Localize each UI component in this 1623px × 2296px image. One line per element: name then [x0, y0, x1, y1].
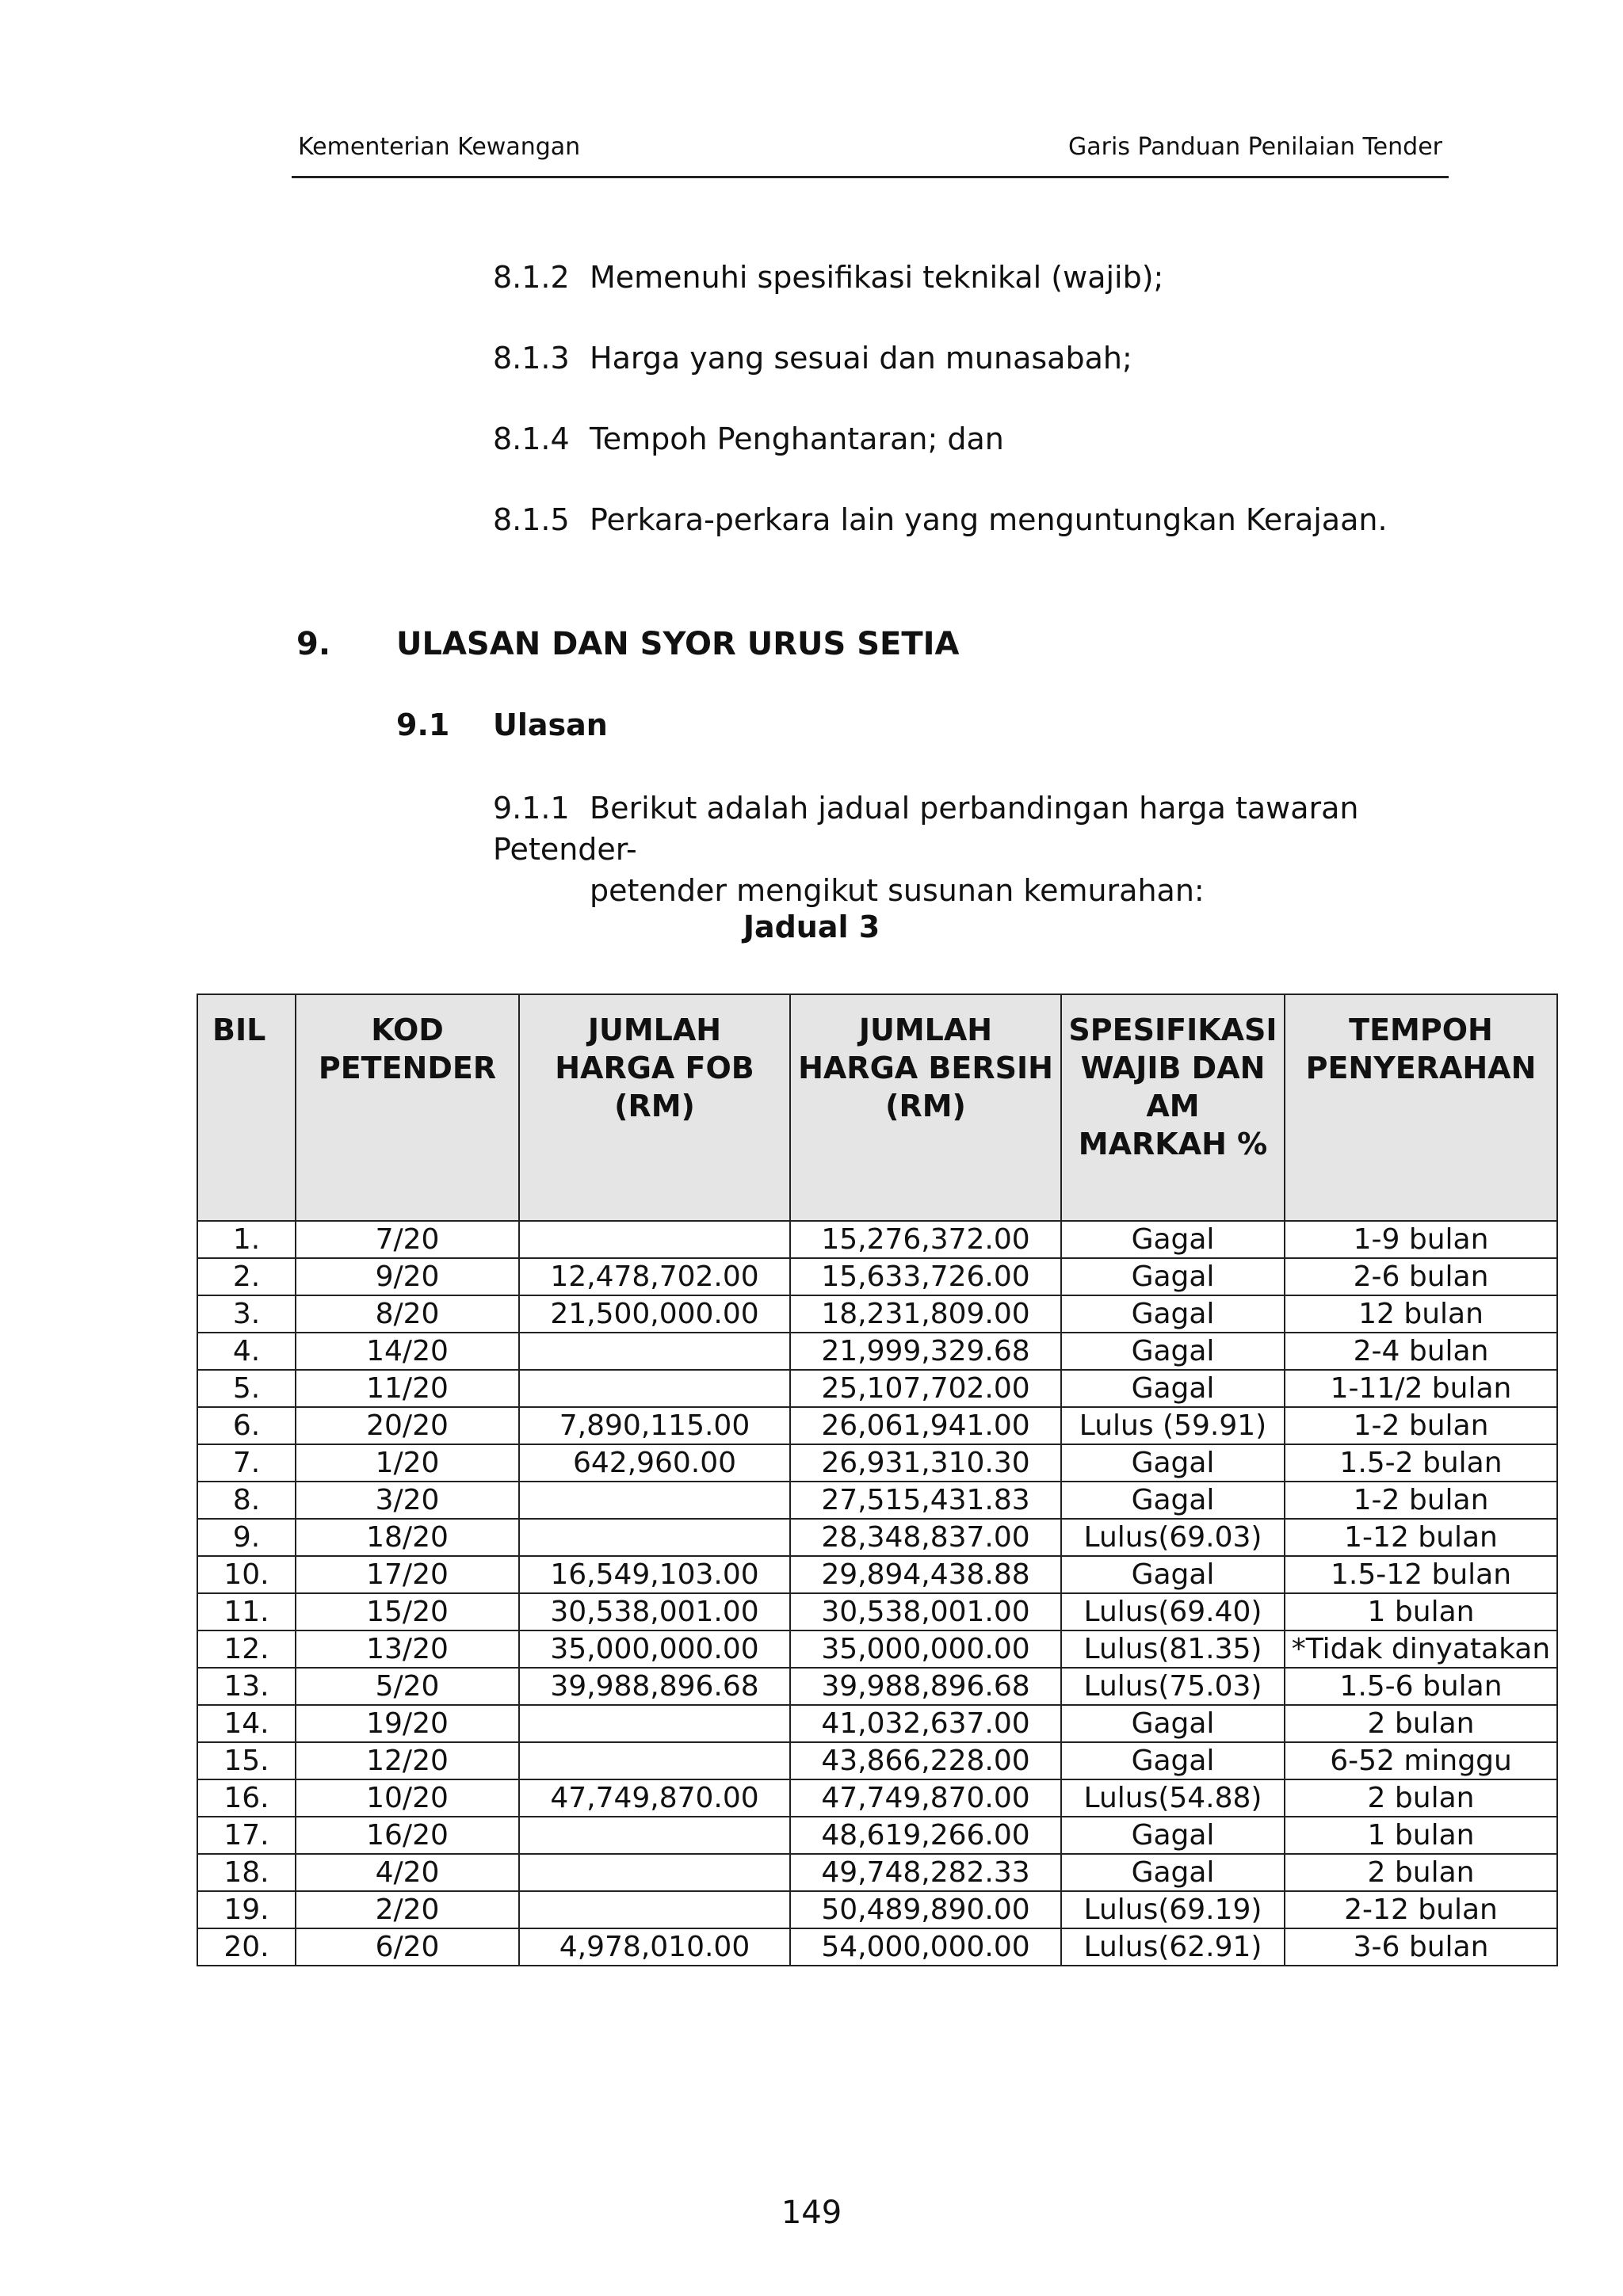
cell-tempoh: 2-4 bulan	[1285, 1333, 1557, 1370]
header-line: TEMPOH	[1349, 1013, 1493, 1047]
cell-kod-petender: 7/20	[296, 1221, 519, 1258]
cell-harga-fob: 12,478,702.00	[519, 1258, 790, 1295]
cell-kod-petender: 4/20	[296, 1854, 519, 1891]
table-row	[197, 1705, 1557, 1742]
cell-harga-bersih: 39,988,896.68	[790, 1668, 1061, 1705]
cell-tempoh: 2-12 bulan	[1285, 1891, 1557, 1928]
cell-harga-fob	[519, 1742, 790, 1779]
header-line: JUMLAH	[858, 1013, 993, 1047]
cell-spesifikasi: Lulus(54.88)	[1061, 1779, 1285, 1817]
cell-tempoh: 1-9 bulan	[1285, 1221, 1557, 1258]
cell-tempoh: 2 bulan	[1285, 1705, 1557, 1742]
cell-harga-fob: 30,538,001.00	[519, 1593, 790, 1630]
cell-harga-bersih: 28,348,837.00	[790, 1519, 1061, 1556]
cell-kod-petender: 16/20	[296, 1817, 519, 1854]
cell-spesifikasi: Gagal	[1061, 1370, 1285, 1407]
header-jumlah-harga-bersih	[790, 994, 1061, 1221]
cell-harga-bersih: 54,000,000.00	[790, 1928, 1061, 1966]
cell-tempoh: 12 bulan	[1285, 1295, 1557, 1333]
cell-harga-bersih: 27,515,431.83	[790, 1482, 1061, 1519]
cell-tempoh: 2 bulan	[1285, 1854, 1557, 1891]
item-number: 8.1.5	[493, 502, 570, 537]
cell-spesifikasi: Gagal	[1061, 1705, 1285, 1742]
cell-tempoh: 3-6 bulan	[1285, 1928, 1557, 1966]
price-comparison-table	[197, 994, 1558, 1966]
cell-harga-bersih: 15,276,372.00	[790, 1221, 1061, 1258]
cell-spesifikasi: Lulus(69.40)	[1061, 1593, 1285, 1630]
header-line: SPESIFIKASI	[1068, 1013, 1277, 1047]
cell-harga-bersih: 18,231,809.00	[790, 1295, 1061, 1333]
cell-harga-bersih: 43,866,228.00	[790, 1742, 1061, 1779]
cell-harga-fob: 35,000,000.00	[519, 1630, 790, 1668]
item-text: Harga yang sesuai dan munasabah;	[590, 341, 1132, 376]
cell-spesifikasi: Lulus(62.91)	[1061, 1928, 1285, 1966]
cell-kod-petender: 3/20	[296, 1482, 519, 1519]
cell-bil: 6.	[197, 1407, 296, 1444]
cell-harga-fob: 39,988,896.68	[519, 1668, 790, 1705]
cell-spesifikasi: Gagal	[1061, 1258, 1285, 1295]
cell-kod-petender: 13/20	[296, 1630, 519, 1668]
cell-kod-petender: 5/20	[296, 1668, 519, 1705]
cell-spesifikasi: Gagal	[1061, 1444, 1285, 1482]
cell-bil: 4.	[197, 1333, 296, 1370]
cell-harga-bersih: 26,061,941.00	[790, 1407, 1061, 1444]
cell-kod-petender: 12/20	[296, 1742, 519, 1779]
table-row	[197, 1444, 1557, 1482]
table-header-row	[197, 994, 1557, 1221]
cell-tempoh: 1 bulan	[1285, 1593, 1557, 1630]
header-line: (RM)	[885, 1089, 966, 1123]
table-row	[197, 1593, 1557, 1630]
cell-spesifikasi: Lulus(81.35)	[1061, 1630, 1285, 1668]
cell-bil: 18.	[197, 1854, 296, 1891]
table-body	[197, 1221, 1557, 1966]
cell-harga-fob: 21,500,000.00	[519, 1295, 790, 1333]
paragraph-number: 9.1.1	[493, 791, 570, 826]
table-row	[197, 1370, 1557, 1407]
header-document-title: Garis Panduan Penilaian Tender	[1068, 133, 1442, 161]
subsection-heading	[396, 707, 608, 742]
cell-spesifikasi: Gagal	[1061, 1482, 1285, 1519]
cell-bil: 9.	[197, 1519, 296, 1556]
table-row	[197, 1779, 1557, 1817]
item-text: Tempoh Penghantaran; dan	[590, 421, 1004, 456]
cell-tempoh: 1-11/2 bulan	[1285, 1370, 1557, 1407]
cell-tempoh: 1.5-6 bulan	[1285, 1668, 1557, 1705]
cell-tempoh: 1 bulan	[1285, 1817, 1557, 1854]
cell-kod-petender: 19/20	[296, 1705, 519, 1742]
paragraph	[493, 788, 1449, 911]
cell-bil: 20.	[197, 1928, 296, 1966]
subsection-number: 9.1	[396, 707, 450, 742]
header-kod-petender	[296, 994, 519, 1221]
cell-harga-bersih: 21,999,329.68	[790, 1333, 1061, 1370]
cell-harga-fob: 16,549,103.00	[519, 1556, 790, 1593]
cell-bil: 8.	[197, 1482, 296, 1519]
list-item	[493, 341, 1132, 376]
cell-harga-fob	[519, 1891, 790, 1928]
header-line: HARGA BERSIH	[798, 1051, 1053, 1085]
item-number: 8.1.4	[493, 421, 570, 456]
header-line: WAJIB DAN	[1080, 1051, 1266, 1085]
cell-harga-fob	[519, 1817, 790, 1854]
header-ministry: Kementerian Kewangan	[298, 133, 581, 161]
header-jumlah-harga-fob	[519, 994, 790, 1221]
cell-kod-petender: 18/20	[296, 1519, 519, 1556]
header-line: (RM)	[614, 1089, 695, 1123]
item-number: 8.1.3	[493, 341, 570, 376]
cell-spesifikasi: Lulus(69.19)	[1061, 1891, 1285, 1928]
list-item	[493, 260, 1163, 295]
cell-bil: 17.	[197, 1817, 296, 1854]
cell-tempoh: *Tidak dinyatakan	[1285, 1630, 1557, 1668]
cell-harga-bersih: 30,538,001.00	[790, 1593, 1061, 1630]
cell-harga-bersih: 48,619,266.00	[790, 1817, 1061, 1854]
paragraph-line-1: Berikut adalah jadual perbandingan harga tawaran Petender-	[493, 791, 1359, 867]
table-row	[197, 1556, 1557, 1593]
table-caption: Jadual 3	[743, 910, 880, 944]
header-line: PETENDER	[318, 1051, 497, 1085]
table-row	[197, 1519, 1557, 1556]
table-row	[197, 1630, 1557, 1668]
section-number: 9.	[296, 626, 331, 662]
cell-kod-petender: 1/20	[296, 1444, 519, 1482]
page-number: 149	[781, 2195, 842, 2231]
table-row	[197, 1407, 1557, 1444]
cell-spesifikasi: Lulus(75.03)	[1061, 1668, 1285, 1705]
cell-spesifikasi: Gagal	[1061, 1817, 1285, 1854]
cell-kod-petender: 6/20	[296, 1928, 519, 1966]
cell-spesifikasi: Lulus(69.03)	[1061, 1519, 1285, 1556]
header-line: HARGA FOB	[555, 1051, 754, 1085]
cell-bil: 5.	[197, 1370, 296, 1407]
cell-harga-fob	[519, 1854, 790, 1891]
cell-spesifikasi: Gagal	[1061, 1742, 1285, 1779]
header-line: AM	[1146, 1089, 1200, 1123]
cell-bil: 2.	[197, 1258, 296, 1295]
header-line: JUMLAH	[587, 1013, 722, 1047]
cell-bil: 7.	[197, 1444, 296, 1482]
cell-harga-fob	[519, 1519, 790, 1556]
cell-harga-fob	[519, 1370, 790, 1407]
cell-kod-petender: 10/20	[296, 1779, 519, 1817]
cell-harga-fob: 4,978,010.00	[519, 1928, 790, 1966]
cell-harga-bersih: 41,032,637.00	[790, 1705, 1061, 1742]
header-line: PENYERAHAN	[1305, 1051, 1537, 1085]
cell-harga-bersih: 26,931,310.30	[790, 1444, 1061, 1482]
header-bil	[197, 994, 296, 1221]
cell-bil: 13.	[197, 1668, 296, 1705]
cell-spesifikasi: Gagal	[1061, 1333, 1285, 1370]
cell-spesifikasi: Gagal	[1061, 1556, 1285, 1593]
cell-bil: 16.	[197, 1779, 296, 1817]
section-title: ULASAN DAN SYOR URUS SETIA	[396, 626, 960, 662]
table-row	[197, 1742, 1557, 1779]
table-row	[197, 1258, 1557, 1295]
cell-spesifikasi: Gagal	[1061, 1221, 1285, 1258]
cell-kod-petender: 8/20	[296, 1295, 519, 1333]
cell-bil: 11.	[197, 1593, 296, 1630]
cell-kod-petender: 9/20	[296, 1258, 519, 1295]
cell-bil: 14.	[197, 1705, 296, 1742]
section-heading	[296, 626, 960, 662]
table-row	[197, 1928, 1557, 1966]
cell-kod-petender: 15/20	[296, 1593, 519, 1630]
cell-harga-fob	[519, 1333, 790, 1370]
table-row	[197, 1891, 1557, 1928]
cell-spesifikasi: Lulus (59.91)	[1061, 1407, 1285, 1444]
cell-bil: 1.	[197, 1221, 296, 1258]
cell-kod-petender: 17/20	[296, 1556, 519, 1593]
table-row	[197, 1854, 1557, 1891]
cell-tempoh: 1.5-12 bulan	[1285, 1556, 1557, 1593]
cell-harga-bersih: 15,633,726.00	[790, 1258, 1061, 1295]
cell-harga-bersih: 47,749,870.00	[790, 1779, 1061, 1817]
header-line: MARKAH %	[1078, 1127, 1268, 1161]
cell-harga-bersih: 25,107,702.00	[790, 1370, 1061, 1407]
cell-harga-fob: 7,890,115.00	[519, 1407, 790, 1444]
cell-harga-fob: 47,749,870.00	[519, 1779, 790, 1817]
cell-tempoh: 2 bulan	[1285, 1779, 1557, 1817]
cell-harga-fob	[519, 1221, 790, 1258]
cell-harga-bersih: 29,894,438.88	[790, 1556, 1061, 1593]
subsection-title: Ulasan	[493, 707, 608, 742]
cell-bil: 19.	[197, 1891, 296, 1928]
cell-bil: 10.	[197, 1556, 296, 1593]
cell-spesifikasi: Gagal	[1061, 1854, 1285, 1891]
paragraph-line-2: petender mengikut susunan kemurahan:	[590, 873, 1205, 908]
cell-harga-fob	[519, 1705, 790, 1742]
table-row	[197, 1482, 1557, 1519]
item-text: Memenuhi spesifikasi teknikal (wajib);	[590, 260, 1164, 295]
table-row	[197, 1333, 1557, 1370]
list-item	[493, 421, 1004, 456]
cell-spesifikasi: Gagal	[1061, 1295, 1285, 1333]
table-row	[197, 1221, 1557, 1258]
cell-tempoh: 1-12 bulan	[1285, 1519, 1557, 1556]
cell-harga-bersih: 50,489,890.00	[790, 1891, 1061, 1928]
cell-tempoh: 1.5-2 bulan	[1285, 1444, 1557, 1482]
cell-kod-petender: 14/20	[296, 1333, 519, 1370]
cell-bil: 3.	[197, 1295, 296, 1333]
cell-harga-fob: 642,960.00	[519, 1444, 790, 1482]
cell-kod-petender: 20/20	[296, 1407, 519, 1444]
cell-tempoh: 2-6 bulan	[1285, 1258, 1557, 1295]
item-text: Perkara-perkara lain yang menguntungkan Kerajaan.	[590, 502, 1388, 537]
list-item	[493, 502, 1388, 537]
header-tempoh-penyerahan	[1285, 994, 1557, 1221]
header-line: KOD	[371, 1013, 444, 1047]
table-row	[197, 1817, 1557, 1854]
cell-harga-bersih: 49,748,282.33	[790, 1854, 1061, 1891]
cell-harga-bersih: 35,000,000.00	[790, 1630, 1061, 1668]
cell-tempoh: 1-2 bulan	[1285, 1482, 1557, 1519]
cell-kod-petender: 2/20	[296, 1891, 519, 1928]
cell-bil: 15.	[197, 1742, 296, 1779]
header-spesifikasi	[1061, 994, 1285, 1221]
table-row	[197, 1668, 1557, 1705]
cell-bil: 12.	[197, 1630, 296, 1668]
page-header	[292, 133, 1449, 178]
header-line: BIL	[212, 1013, 266, 1047]
cell-tempoh: 6-52 minggu	[1285, 1742, 1557, 1779]
item-number: 8.1.2	[493, 260, 570, 295]
cell-harga-fob	[519, 1482, 790, 1519]
cell-kod-petender: 11/20	[296, 1370, 519, 1407]
table-row	[197, 1295, 1557, 1333]
cell-tempoh: 1-2 bulan	[1285, 1407, 1557, 1444]
